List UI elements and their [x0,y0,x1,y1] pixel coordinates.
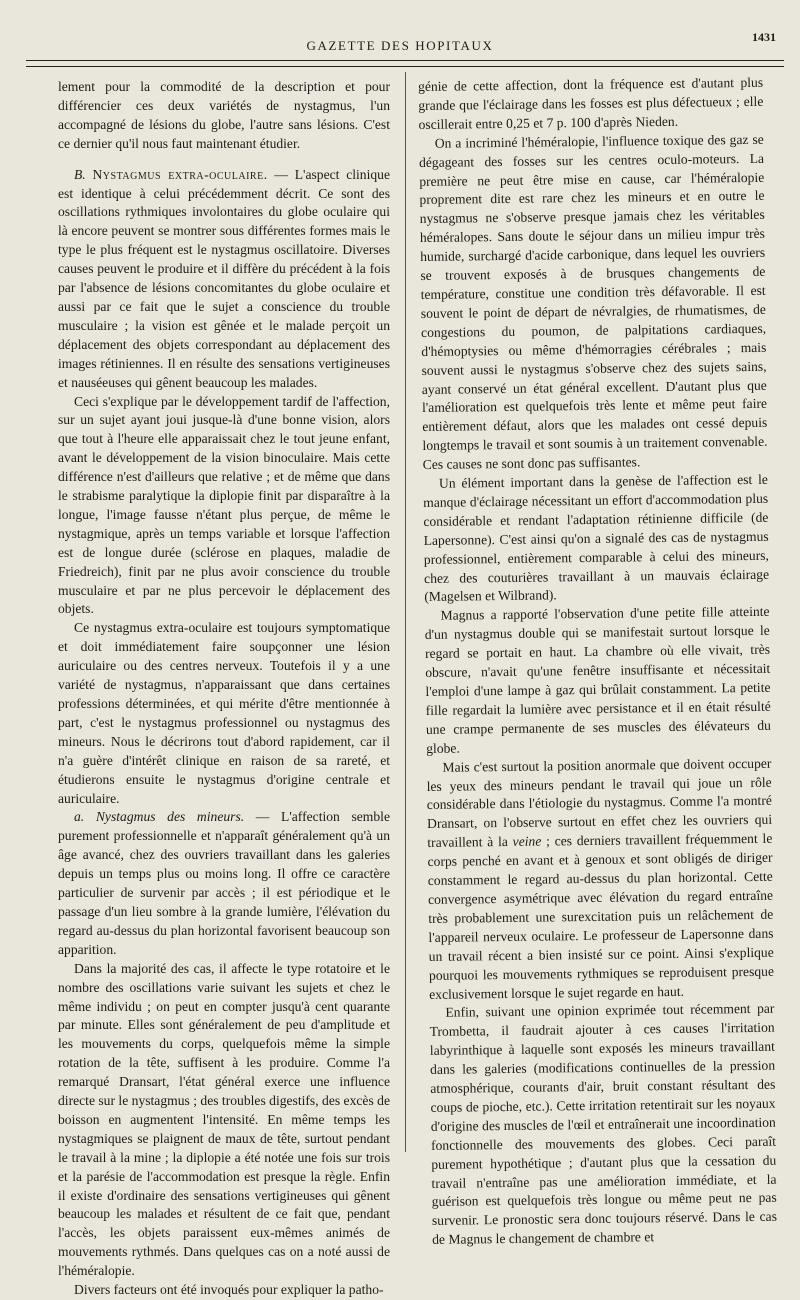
column-divider [405,72,406,1152]
running-title: GAZETTE DES HOPITAUX [306,38,494,53]
header-rule [26,60,784,61]
section-text: — L'affection semble purement professionnelle et n'apparaît généralement qu'à un âge avancé, chez des ouvriers travaillant dans les galeries depuis un temps plus ou moins long. Il offre ce caractère particulier de survenir par accès ; il est périodique et le passage d'un lieu sombre à la grande lumière, l'élévation du regard au-dessus du plan horizontal favorisent beaucoup son apparition. [58,809,390,957]
paragraph: Un élément important dans la genèse de l'affection est le manque d'éclairage nécessitant un effort d'accommodation plus considérable et rendant l'adaptation rétinienne difficile (de Lapersonne). C'est ainsi qu'on a signalé des cas de nystagmus professionnel, entièrement comparable à celui des mineurs, chez des couturières travaillant à un mauvais éclairage (Magelsen et Wilbrand). [423,471,770,605]
section-a-paragraph [58,808,390,959]
paragraph: Magnus a rapporté l'observation d'une petite fille atteinte d'un nystagmus double qui se manifestait surtout lorsque le regard se portait en haut. La chambre où elle vivait, très obscure, n'avait qu'une fenêtre insuffisante et nécessitait l'emploi d'une lampe à gaz qui brûlait constamment. La petite fille regardait la lumière avec persistance et il en était résulté une crampe permanente de ses muscles des élévateurs du globe. [424,604,772,756]
section-b-paragraph [58,166,390,393]
text-run: ; ces derniers travaillent fréquemment le corps penché en avant et à genoux et sont obligés de diriger constamment le regard au-dessus du plan horizontal. Cette convergence asymétrique avec élévation du regard entraîne très probablement une surexcitation puis un relâchement de l'appareil nerveux oculaire. Le professeur de Lapersonne dans un travail récent a bien insisté sur ce point. Ainsi s'explique pourquoi les mouvements rythmiques se reproduisent presque exclusivement lorsque le sujet regarde en haut. [427,830,775,1002]
section-heading: Nystagmus extra-oculaire. [92,166,268,182]
section-heading: Nystagmus des mineurs. [95,809,245,825]
text-run: Mais c'est surtout la position anormale que doivent occuper les yeux des mineurs pendant le travail qui joue un rôle considérable dans l'étiologie du nystagmus. Comme l'a montré Dransart, on l'observe surtout en effet chez les ouvriers qui travaillent à la [426,755,773,851]
paragraph: Dans la majorité des cas, il affecte le type rotatoire et le nombre des oscillations varie suivant les sujets et chez le même individu ; on peut en compter jusqu'à cent quarante par minute. Elles sont généralement de peu d'amplitude et les mouvements du corps, quelquefois même la simple rotation de la tête, suffisent à les produire. Comme l'a remarqué Dransart, l'état général exerce une influence directe sur le nystagmus ; des troubles digestifs, des excès de boisson en augmentent l'intensité. En même temps les nystagmiques se plaignent de maux de tête, surtout pendant le travail à la mine ; la diplopie a été notée une fois sur trois et la parésie de l'accommodation est presque la règle. Enfin il existe d'ordinaire des sensations vertigineuses qui gênent beaucoup les malades et résultent de ce fait que, pendant l'accès, les objets paraissent eux-mêmes animés de mouvements rythmés. Dans quelques cas on a noté aussi de l'héméralopie. [58,960,390,1279]
paragraph: Ceci s'explique par le développement tardif de l'affection, sur un sujet ayant joui jusque-là d'une bonne vision, alors que tout à l'heure elle apparaissait chez le tout jeune enfant, avant le développement de la vision binoculaire. Mais cette différence n'est d'ailleurs que relative ; et de même que dans le strabisme paralytique la diplopie finit par disparaître à la longue, l'image fausse n'étant plus perçue, de même le nystagmique, après un temps variable et lorsque l'affection est de longue durée (sclérose en plaques, maladie de Friedreich), finit par ne plus avoir conscience du trouble musculaire et par ne plus percevoir le déplacement des objets. [58,393,390,617]
paragraph: Enfin, suivant une opinion exprimée tout récemment par Trombetta, il faudrait ajouter à ces causes l'irritation labyrinthique à laquelle sont exposés les mineurs travaillant dans les galeries (modifications continuelles de la pression atmosphérique, courants d'air, bruit constant résultant des coups de pioche, etc.). Cette irritation retentirait sur les noyaux d'origine des muscles de l'œil et entraînerait une incoordination fonctionnelle des mouvements des globes. Ceci paraît purement hypothétique ; d'autant plus que la cessation du travail n'entraîne pas une amélioration immédiate, et la guérison est quelquefois très longue ou même peut ne pas survenir. Le pronostic sera donc toujours réservé. Dans le cas de Magnus le changement de chambre et [429,1001,778,1248]
left-column [58,78,391,1298]
section-text: — L'aspect clinique est identique à celui précédemment décrit. Ce sont des oscillations rythmiques involontaires du globe oculaire qui là encore peuvent se montrer sous différentes formes mais le type le plus fréquent est le nystagmus oscillatoire. Diverses causes peuvent le produire et il diffère du précédent à la fois par l'absence de lésions concomitantes du globe oculaire et aussi par ce fait que le sujet a conscience du trouble musculaire ; la vision est gênée et le malade perçoit un déplacement des objets correspondant au déplacement des images rétiniennes. Il en résulte des sensations vertigineuses et nauséeuses qui gênent beaucoup les malades. [58,166,391,390]
paragraph [426,754,774,1004]
paragraph: Ce nystagmus extra-oculaire est toujours symptomatique et doit immédiatement faire soupçonner une lésion auriculaire ou des centres nerveux. Toutefois il y a une variété de nystagmus, n'apparaissant que dans certaines professions déterminées, et qui mérite d'être mentionnée à part, c'est le nystagmus professionnel ou nystagmus des mineurs. Nous le décrirons tout d'abord rapidement, car il n'a guère d'intérêt clinique en raison de sa rareté, et étudierons ensuite le nystagmus d'origine centrale et auriculaire. [58,620,390,806]
header-rule-thin [26,66,784,67]
right-column [418,74,778,1248]
paragraph: Divers facteurs ont été invoqués pour expliquer la patho- [74,1282,384,1298]
section-label: B. [74,166,86,182]
page-number: 1431 [752,30,776,44]
paragraph: lement pour la commodité de la description et pour différencier ces deux variétés de nystagmus, l'un accompagné de lésions du globe, l'autre sans lésions. C'est ce dernier qu'il nous faut maintenant étudier. [58,79,390,151]
paragraph: génie de cette affection, dont la fréquence est d'autant plus grande que l'éclairage dans les fosses est plus défectueux ; elle oscillerait entre 0,25 et 7 p. 100 d'après Nieden. [418,74,764,132]
paragraph: On a incriminé l'héméralopie, l'influence toxique des gaz se dégageant des fosses sur les centres oculo-moteurs. La première ne peut être mise en cause, car l'héméralopie proprement dite est rare chez les mineurs et en outre le nystagmus ne s'observe presque jamais chez les véritables héméralopes. Sans doute le séjour dans un milieu impur très humide, surchargé d'acide carbonique, dans lequel les ouvriers se trouvent exposés à de brusques changements de température, constitue une condition très défavorable. Il est souvent le point de départ de névralgies, de rhumatismes, de congestions du poumon, de palpitations cardiaques, d'hémoptysies ou même d'hémorragies cérébrales ; mais souvent aussi le nystagmus s'observe chez des sujets sains, ayant conservé un état général excellent. D'autant plus que l'amélioration est quelquefois très lente et même peut faire entièrement défaut, alors que les malades ont cessé depuis longtemps le travail et sont soumis à un traitement convenable. Ces causes ne sont donc pas suffisantes. [418,131,768,473]
italic-word: veine [512,833,542,850]
section-label: a. [74,809,85,825]
